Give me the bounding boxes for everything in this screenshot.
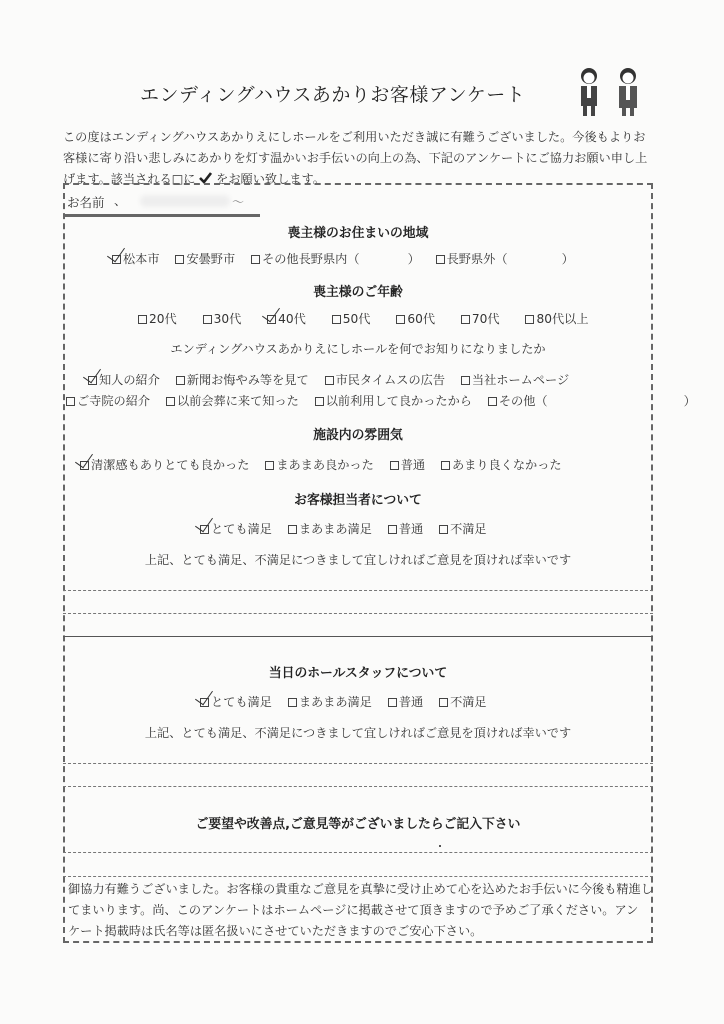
area-options: [112, 250, 586, 267]
requests-comment-line[interactable]: [63, 852, 653, 853]
requests-heading: ご要望や改善点,ご意見等がございましたらご記入下さい: [195, 817, 521, 832]
age-options: [138, 310, 601, 327]
intro-line-3-text: げます。該当される□に: [63, 172, 196, 186]
age-option-40s[interactable]: 40代: [267, 310, 306, 327]
section-divider: [63, 636, 653, 637]
hall-staff-heading: 当日のホールスタッフについて: [268, 666, 448, 681]
staff-figure-icon: [615, 66, 641, 118]
hall-staff-comment-line[interactable]: [63, 763, 653, 764]
page-title: エンディングハウスあかりお客様アンケート: [140, 84, 526, 106]
source-question: エンディングハウスあかりえにしホールを何でお知りになりましたか: [170, 342, 546, 356]
intro-line-3-tail: をお願い致します。: [216, 172, 325, 186]
hall-staff-option-somewhat-satisfied[interactable]: まあまあ満足: [288, 693, 372, 710]
source-option-past-funeral[interactable]: 以前会葬に来て知った: [166, 392, 299, 409]
name-underline: [65, 214, 260, 217]
age-option-20s[interactable]: 20代: [138, 310, 177, 327]
intro-line-1: この度はエンディングハウスあかりえにしホールをご利用いただき誠に有難うございました。今後もよりお: [63, 130, 646, 144]
staff-note: 上記、とても満足、不満足につきまして宜しければご意見を頂ければ幸いです: [144, 553, 572, 567]
source-options-row2: [66, 392, 708, 409]
name-comma: 、: [114, 193, 127, 208]
area-option-outside-nagano[interactable]: 長野県外（ ）: [436, 250, 574, 267]
source-option-temple[interactable]: ご寺院の紹介: [66, 392, 150, 409]
source-option-acquaintance[interactable]: 知人の紹介: [88, 371, 160, 388]
name-redacted: [140, 195, 230, 207]
area-option-matsumoto[interactable]: 松本市: [112, 250, 160, 267]
area-option-azumino[interactable]: 安曇野市: [175, 250, 235, 267]
atmosphere-option-normal[interactable]: 普通: [390, 456, 425, 473]
stray-mark: [439, 845, 441, 847]
atmosphere-option-very-good[interactable]: 清潔感もありとても良かった: [80, 456, 249, 473]
staff-option-unsatisfied[interactable]: 不満足: [439, 520, 487, 537]
hall-staff-options: [200, 693, 499, 710]
staff-option-somewhat-satisfied[interactable]: まあまあ満足: [288, 520, 372, 537]
staff-illustration: [576, 66, 641, 122]
hall-staff-option-normal[interactable]: 普通: [388, 693, 423, 710]
staff-comment-line[interactable]: [63, 590, 653, 591]
hall-staff-note: 上記、とても満足、不満足につきまして宜しければご意見を頂ければ幸いです: [144, 726, 572, 740]
outro-line-1: 御協力有難うございました。お客様の貴重なご意見を真摯に受け止めて心を込めたお手伝いに今後も精進し: [68, 882, 653, 896]
hall-staff-comment-line[interactable]: [63, 786, 653, 787]
intro-line-2: 客様に寄り沿い悲しみにあかりを灯す温かいお手伝いの向上の為、下記のアンケートにご協力お願い申し上: [63, 151, 648, 165]
atmosphere-option-fair[interactable]: まあまあ良かった: [265, 456, 374, 473]
age-option-50s[interactable]: 50代: [332, 310, 371, 327]
age-option-30s[interactable]: 30代: [203, 310, 242, 327]
age-heading: 喪主様のご年齢: [313, 285, 403, 300]
staff-option-normal[interactable]: 普通: [388, 520, 423, 537]
staff-option-very-satisfied[interactable]: とても満足: [200, 520, 272, 537]
name-label: お名前: [67, 195, 105, 210]
source-option-homepage[interactable]: 当社ホームページ: [461, 371, 569, 388]
atmosphere-heading: 施設内の雰囲気: [313, 428, 403, 443]
area-heading: 喪主様のお住まいの地域: [287, 226, 429, 241]
age-option-80s-plus[interactable]: 80代以上: [525, 310, 588, 327]
age-option-70s[interactable]: 70代: [461, 310, 500, 327]
outro-line-2: てまいります。尚、このアンケートはホームページに掲載させて頂きますので予めご了承ください。アン: [68, 903, 639, 917]
age-option-60s[interactable]: 60代: [396, 310, 435, 327]
staff-options: [200, 520, 499, 537]
name-tail: ～: [232, 195, 245, 209]
hall-staff-option-very-satisfied[interactable]: とても満足: [200, 693, 272, 710]
source-option-past-use[interactable]: 以前利用して良かったから: [315, 392, 472, 409]
atmosphere-options: [80, 456, 574, 473]
area-option-nagano-other[interactable]: その他長野県内（ ）: [251, 250, 420, 267]
staff-comment-line[interactable]: [63, 613, 653, 614]
staff-heading: お客様担当者について: [294, 493, 422, 508]
source-options-row1: [88, 371, 581, 388]
hall-staff-option-unsatisfied[interactable]: 不満足: [439, 693, 487, 710]
source-option-times-ad[interactable]: 市民タイムスの広告: [325, 371, 445, 388]
atmosphere-option-not-good[interactable]: あまり良くなかった: [441, 456, 562, 473]
outro-line-3: ケート掲載時は氏名等は匿名扱いにさせていただきますのでご安心下さい。: [68, 924, 483, 938]
staff-figure-icon: [576, 66, 602, 118]
requests-comment-line[interactable]: [63, 876, 653, 877]
source-option-newspaper[interactable]: 新聞お悔やみ等を見て: [176, 371, 309, 388]
source-option-other[interactable]: その他（ ）: [488, 392, 696, 409]
